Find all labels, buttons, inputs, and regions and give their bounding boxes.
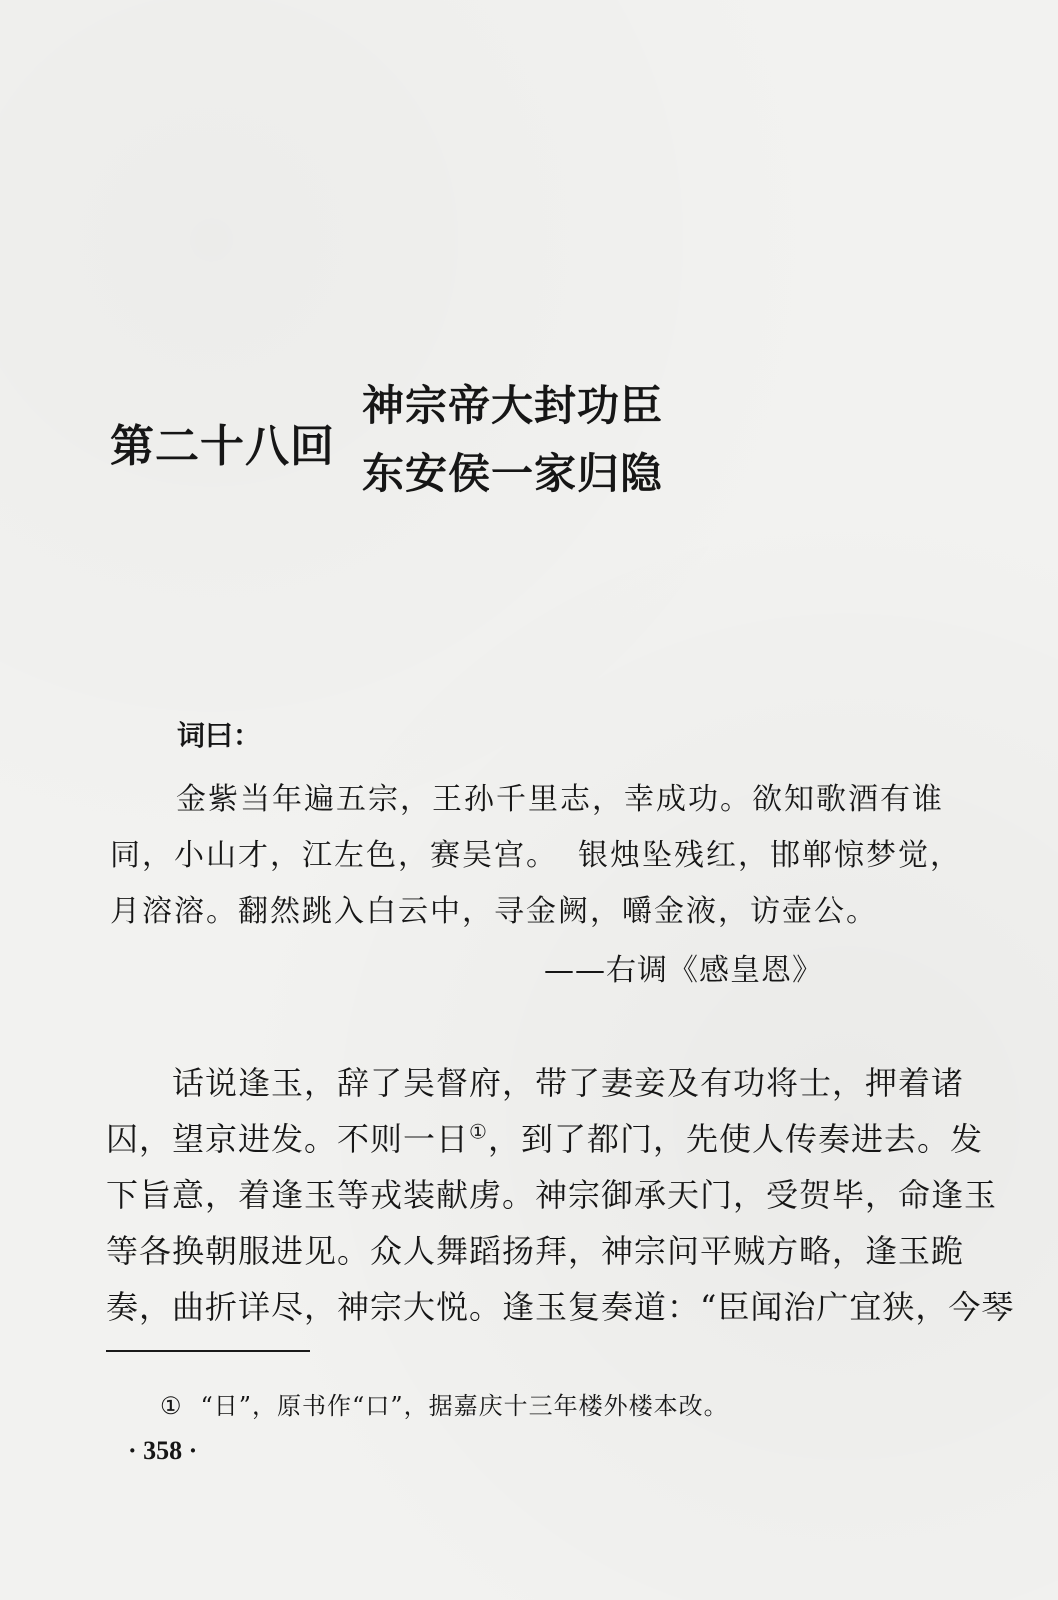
poem-attribution: ——右调《感皇恩》 — [544, 953, 823, 988]
prose-line-2-part-b: ，到了都门，先使人传奏进去。发 — [487, 1120, 983, 1158]
chapter-title-line-2: 东安侯一家归隐 — [362, 449, 664, 498]
chapter-title-line-1: 神宗帝大封功臣 — [362, 381, 664, 430]
prose-line-3: 下旨意，着逢玉等戎装献虏。神宗御承天门，受贺毕，命逢玉 — [106, 1176, 998, 1214]
footnote-divider — [106, 1350, 310, 1352]
prose-line-1: 话说逢玉，辞了吴督府，带了妻妾及有功将士，押着诸 — [172, 1064, 965, 1102]
page-number: · 358 · — [128, 1436, 198, 1465]
poem-line-2a: 同，小山才，江左色，赛吴宫。 — [110, 838, 558, 873]
poem-line-1: 金紫当年遍五宗，王孙千里志，幸成功。欲知歌酒有谁 — [176, 782, 944, 817]
poem-label: 词曰： — [177, 719, 262, 752]
chapter-title — [362, 372, 663, 508]
footnote-text: “日”，原书作“口”，据嘉庆十三年楼外楼本改。 — [200, 1392, 729, 1420]
prose-line-2-part-a: 囚，望京进发。不则一日 — [106, 1120, 470, 1158]
prose-line-5: 奏，曲折详尽，神宗大悦。逢玉复奏道：“臣闻治广宜狭，今琴 — [106, 1288, 1015, 1326]
footnote — [160, 1386, 729, 1421]
chapter-number: 第二十八回 — [110, 421, 335, 472]
poem-line-3: 月溶溶。翻然跳入白云中，寻金阙，嚼金液，访壶公。 — [110, 894, 878, 929]
poem-line-2b: 银烛坠残红，邯郸惊梦觉， — [578, 838, 962, 873]
footnote-marker: ① — [160, 1392, 183, 1420]
footnote-reference[interactable]: ① — [469, 1119, 488, 1144]
prose-line-4: 等各换朝服进见。众人舞蹈扬拜，神宗问平贼方略，逢玉跪 — [106, 1232, 965, 1270]
prose-line-2 — [106, 1114, 983, 1160]
